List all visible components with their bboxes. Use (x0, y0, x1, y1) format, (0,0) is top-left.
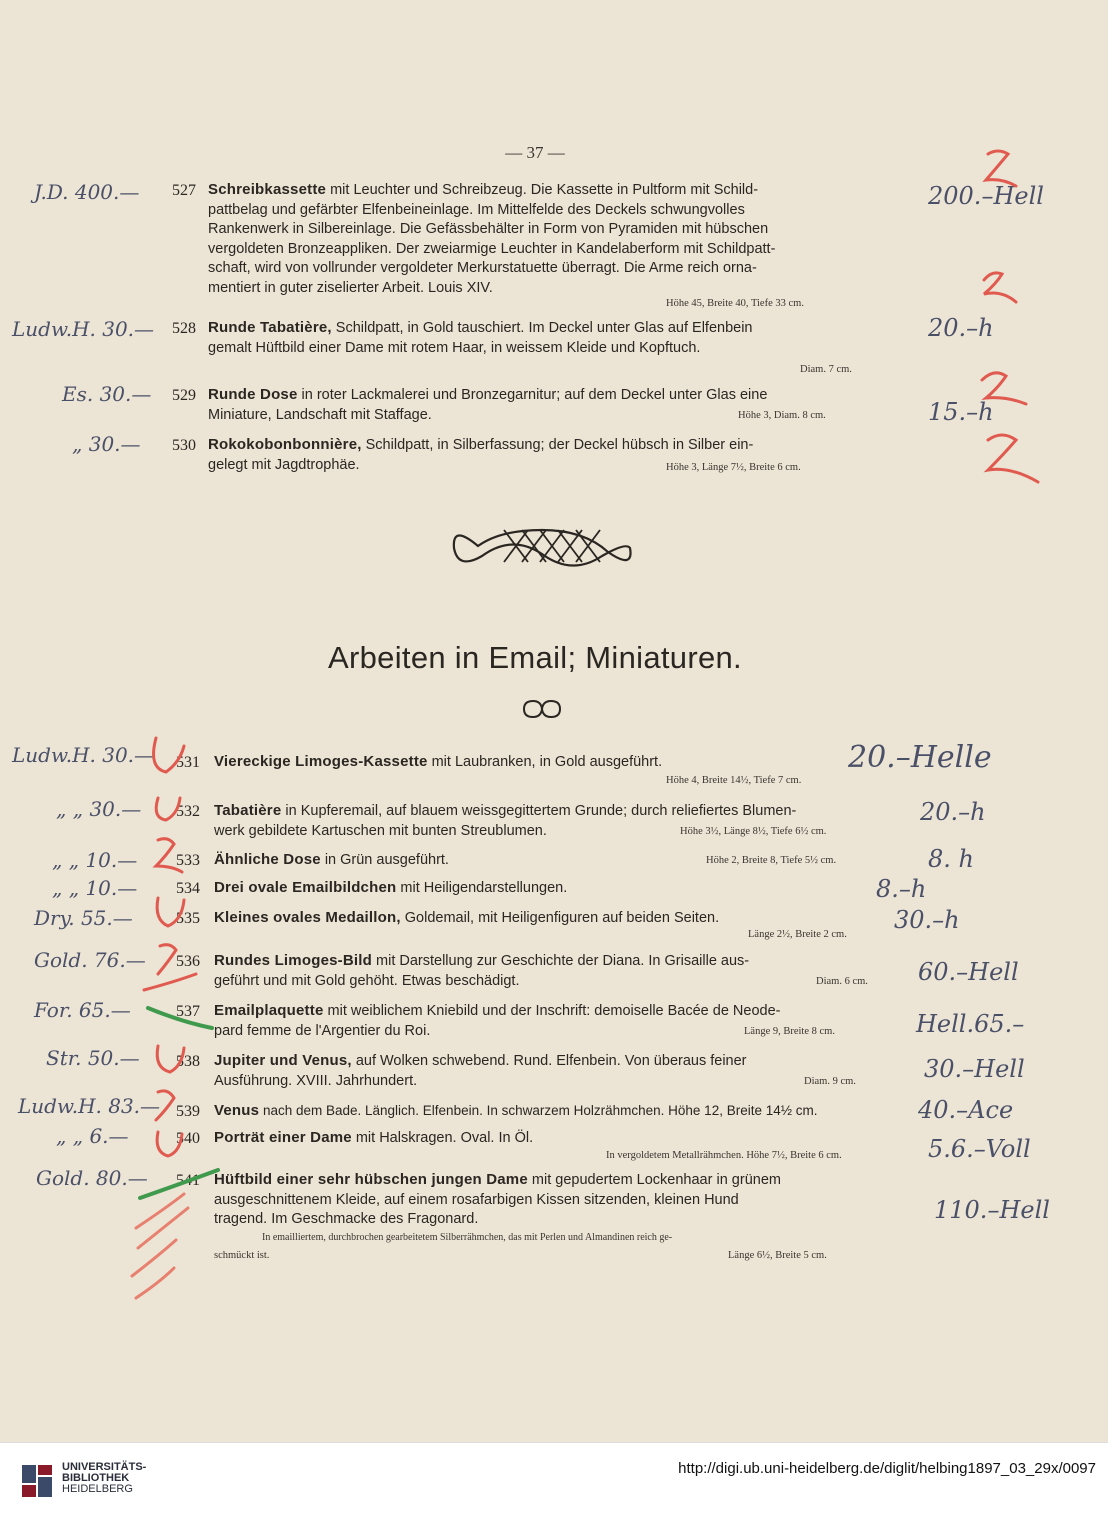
entry-measurements: Höhe 3, Länge 7½, Breite 6 cm. (666, 462, 801, 473)
entry-title: Viereckige Limoges-Kassette (214, 753, 428, 770)
handwritten-result: 30.–Hell (924, 1055, 1025, 1083)
entry-title: Ähnliche Dose (214, 851, 321, 868)
lot-number: 537 (176, 1003, 200, 1020)
handwritten-price: Gold. 76.— (34, 948, 146, 972)
handwritten-result: 60.–Hell (918, 958, 1019, 986)
entry-text: Jupiter und Venus, auf Wolken schwebend. Rund. Elfenbein. Von überaus feiner Ausführung. XVIII. Jahrhundert. (214, 1052, 747, 1089)
decorative-flourish-icon (448, 516, 648, 576)
handwritten-price: For. 65.— (34, 998, 131, 1022)
handwritten-result: 30.–h (894, 906, 960, 934)
entry-note: schmückt ist. (214, 1250, 270, 1261)
handwritten-price: Ludw.H. 30.— (12, 317, 155, 341)
handwritten-price: „ „ 10.— (52, 876, 138, 900)
library-name: UNIVERSITÄTS- BIBLIOTHEK HEIDELBERG (62, 1461, 147, 1495)
handwritten-price: Ludw.H. 30.— (12, 743, 155, 767)
handwritten-result: 15.–h (928, 398, 994, 426)
section-title: Arbeiten in Email; Miniaturen. (328, 640, 742, 675)
lot-number: 529 (172, 387, 196, 404)
entry-title: Tabatière (214, 802, 282, 819)
entry-measurements: Höhe 45, Breite 40, Tiefe 33 cm. (666, 298, 804, 309)
entry-text: Rokokobonbonnière, Schildpatt, in Silberfassung; der Deckel hübsch in Silber ein- gelegt mit Jagdtrophäe. (208, 436, 754, 473)
entry-title: Hüftbild einer sehr hübschen jungen Dame (214, 1171, 528, 1188)
page-number: — 37 — (505, 143, 565, 162)
lot-number: 533 (176, 852, 200, 869)
lot-number: 534 (176, 880, 200, 897)
handwritten-result: 20.–h (920, 798, 986, 826)
entry-text: Rundes Limoges-Bild mit Darstellung zur Geschichte der Diana. In Grisaille aus- geführt und mit Gold gehöht. Etwas beschädigt. (214, 952, 750, 989)
entry-measurements: Höhe 3, Diam. 8 cm. (738, 410, 826, 421)
handwritten-price: J.D. 400.— (34, 180, 140, 204)
lot-number: 531 (176, 754, 200, 771)
entry-title: Venus (214, 1102, 260, 1119)
entry-title: Emailplaquette (214, 1002, 324, 1019)
handwritten-price: „ „ 6.— (56, 1124, 129, 1148)
entry-text: Venus nach dem Bade. Länglich. Elfenbein. In schwarzem Holzrähmchen. Höhe 12, Breite 14½ cm. (214, 1102, 818, 1119)
entry-measurements: Länge 9, Breite 8 cm. (744, 1026, 835, 1037)
handwritten-result: 200.–Hell (928, 182, 1044, 210)
red-check-marks (960, 140, 1070, 500)
entry-measurements: Diam. 9 cm. (804, 1076, 856, 1087)
entry-text: Porträt einer Dame mit Halskragen. Oval. In Öl. (214, 1129, 534, 1146)
entry-title: Runde Tabatière, (208, 319, 332, 336)
entry-title: Rokokobonbonnière, (208, 436, 362, 453)
lot-number: 528 (172, 320, 196, 337)
lot-number: 540 (176, 1130, 200, 1147)
handwritten-price: Es. 30.— (62, 382, 152, 406)
lot-number: 532 (176, 803, 200, 820)
entry-title: Jupiter und Venus, (214, 1052, 352, 1069)
handwritten-result: 20.–Helle (848, 740, 992, 775)
handwritten-result: 8. h (928, 845, 974, 873)
entry-title: Rundes Limoges-Bild (214, 952, 372, 969)
lot-number: 539 (176, 1103, 200, 1120)
entry-title: Drei ovale Emailbildchen (214, 879, 397, 896)
lot-number: 538 (176, 1053, 200, 1070)
handwritten-result: 8.–h (876, 875, 927, 903)
lot-number: 530 (172, 437, 196, 454)
handwritten-price: „ „ 10.— (52, 848, 138, 872)
entry-title: Schreibkassette (208, 181, 327, 198)
entry-text: Tabatière in Kupferemail, auf blauem weissgegittertem Grunde; durch reliefiertes Blumen- werk gebildete Kartuschen mit bunten Streublumen. (214, 802, 797, 839)
entry-measurements: Diam. 7 cm. (800, 364, 852, 375)
entry-text: Runde Tabatière, Schildpatt, in Gold tauschiert. Im Deckel unter Glas auf Elfenbein gemalt Hüftbild einer Dame mit rotem Haar, in weissem Kleide und Kopftuch. (208, 319, 753, 356)
handwritten-price: „ „ 30.— (56, 797, 142, 821)
entry-text: Runde Dose in roter Lackmalerei und Bronzegarnitur; auf dem Deckel unter Glas eine Miniature, Landschaft mit Staffage. (208, 386, 768, 423)
viewer-footer (0, 1442, 1108, 1523)
entry-text: Schreibkassette mit Leuchter und Schreibzeug. Die Kassette in Pultform mit Schild- pattbelag und gefärbter Elfenbeineinlage. Im Mittelfelde des Deckels schwungvolles Rankenwerk in Silbereinlage. Die Gefässbehälter in Form von Pyramiden mit hübschen vergoldeten Bronzeappliken. Der zweiarmige Leuchter in Kandelaberform mit Schildpatt- schaft, wird von vollrunder vergoldeter Merkurstatuette überragt. Die Arme reich orna- mentiert in guter ziselierter Arbeit. Louis XIV. (208, 181, 776, 296)
lot-number: 527 (172, 182, 196, 199)
handwritten-result: Hell.65.– (916, 1010, 1025, 1038)
entry-title: Porträt einer Dame (214, 1129, 352, 1146)
handwritten-price: „ 30.— (72, 432, 141, 456)
university-library-logo-icon (20, 1461, 56, 1501)
lot-number: 541 (176, 1172, 200, 1189)
entry-text: Emailplaquette mit weiblichem Kniebild und der Inschrift: demoiselle Bacée de Neode- pard femme de l'Argentier du Roi. (214, 1002, 781, 1039)
source-url-link[interactable]: http://digi.ub.uni-heidelberg.de/diglit/helbing1897_03_29x/0097 (678, 1460, 1096, 1477)
entry-text: Drei ovale Emailbildchen mit Heiligendarstellungen. (214, 879, 568, 896)
entry-title: Kleines ovales Medaillon, (214, 909, 401, 926)
lot-number: 536 (176, 953, 200, 970)
entry-text: Kleines ovales Medaillon, Goldemail, mit Heiligenfiguren auf beiden Seiten. (214, 909, 720, 926)
entry-measurements: Diam. 6 cm. (816, 976, 868, 987)
handwritten-result: 110.–Hell (934, 1196, 1050, 1224)
handwritten-price: Ludw.H. 83.— (18, 1094, 161, 1118)
entry-measurements: Höhe 3½, Länge 8½, Tiefe 6½ cm. (680, 826, 827, 837)
entry-measurements: Länge 2½, Breite 2 cm. (748, 929, 847, 940)
entry-measurements: Höhe 2, Breite 8, Tiefe 5½ cm. (706, 855, 837, 866)
handwritten-price: Str. 50.— (46, 1046, 140, 1070)
auction-check-marks (118, 728, 228, 1308)
entry-text: Viereckige Limoges-Kassette mit Laubranken, in Gold ausgeführt. (214, 753, 663, 770)
entry-title: Runde Dose (208, 386, 298, 403)
entry-measurements: Höhe 4, Breite 14½, Tiefe 7 cm. (666, 775, 802, 786)
lot-number: 535 (176, 910, 200, 927)
handwritten-result: 20.–h (928, 314, 994, 342)
entry-note: In emailliertem, durchbrochen gearbeitetem Silberrähmchen, das mit Perlen und Almandinen reich ge- (262, 1232, 673, 1243)
entry-measurements: Länge 6½, Breite 5 cm. (728, 1250, 827, 1261)
handwritten-price: Dry. 55.— (34, 906, 133, 930)
entry-text: Hüftbild einer sehr hübschen jungen Dame mit gepudertem Lockenhaar in grünem ausgeschnittenem Kleide, auf einem rosafarbigen Kissen sitzenden, kleinen Hund tragend. Im Geschmacke des Fragonard. (214, 1171, 781, 1228)
handwritten-result: 40.–Ace (918, 1096, 1014, 1124)
handwritten-result: 5.6.–Voll (928, 1135, 1031, 1163)
small-ornament-icon (518, 698, 566, 720)
entry-text: Ähnliche Dose in Grün ausgeführt. (214, 851, 449, 868)
entry-measurements: In vergoldetem Metallrähmchen. Höhe 7½, Breite 6 cm. (606, 1150, 842, 1161)
handwritten-price: Gold. 80.— (36, 1166, 148, 1190)
